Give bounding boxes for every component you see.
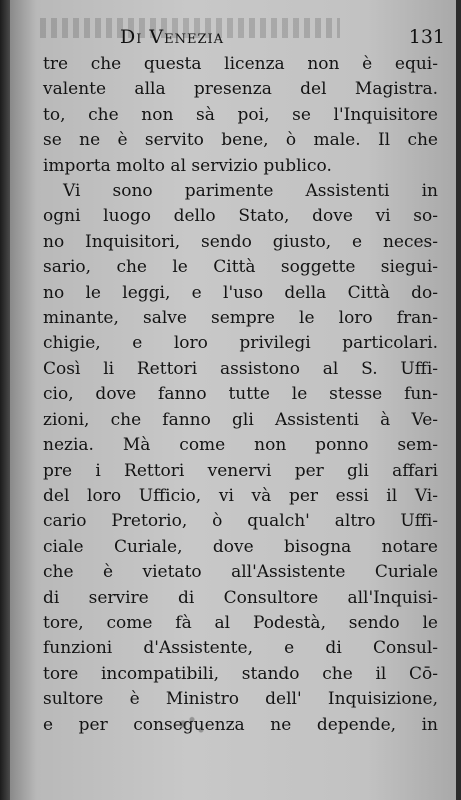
text-line: nezia. Mà come non ponno sem- (43, 435, 438, 456)
text-line: sario, che le Città soggette siegui- (43, 257, 438, 278)
text-line: Vi sono parimente Assistenti in (63, 181, 438, 202)
text-line: ciale Curiale, dove bisogna notare (43, 536, 438, 557)
text-line: Così li Rettori assistono al S. Uffi- (43, 358, 438, 379)
book-gutter (0, 0, 10, 800)
text-line: chigie, e loro privilegi particolari. (43, 333, 438, 354)
text-line: e per conseguenza ne depende, in (43, 714, 438, 735)
text-line: no le leggi, e l'uso della Città do- (43, 282, 438, 303)
text-line: minante, salve sempre le loro fran- (43, 308, 438, 329)
ink-smudge (165, 712, 225, 742)
text-line: funzioni d'Assistente, e di Consul- (43, 638, 438, 659)
page-header (40, 26, 451, 50)
text-line: to, che non sà poi, se l'Inquisitore (43, 104, 438, 125)
page-number: 131 (408, 26, 445, 48)
text-line: tore incompatibili, stando che il Cō- (43, 663, 438, 684)
text-line: sultore è Ministro dell' Inquisizione, (43, 689, 438, 710)
text-line: di servire di Consultore all'Inquisi- (43, 587, 438, 608)
text-line: no Inquisitori, sendo giusto, e neces- (43, 231, 438, 252)
text-line: tre che questa licenza non è equi- (43, 54, 438, 74)
text-line: importa molto al servizio publico. (43, 155, 332, 176)
text-line: zioni, che fanno gli Assistenti à Ve- (43, 409, 438, 430)
text-line: ogni luogo dello Stato, dove vi so- (43, 206, 438, 227)
text-line: che è vietato all'Assistente Curiale (43, 562, 438, 583)
text-line: tore, come fà al Podestà, sendo le (43, 612, 438, 633)
text-line: se ne è servito bene, ò male. Il che (43, 130, 438, 151)
body-text (43, 52, 438, 738)
text-line: del loro Ufficio, vi và per essi il Vi- (43, 485, 438, 506)
text-line: cio, dove fanno tutte le stesse fun- (43, 384, 438, 405)
text-line: valente alla presenza del Magistra. (43, 79, 438, 100)
running-head: Di Venezia (120, 26, 225, 48)
text-line: cario Pretorio, ò qualch' altro Uffi- (43, 511, 438, 532)
text-line: pre i Rettori venervi per gli affari (43, 460, 438, 481)
